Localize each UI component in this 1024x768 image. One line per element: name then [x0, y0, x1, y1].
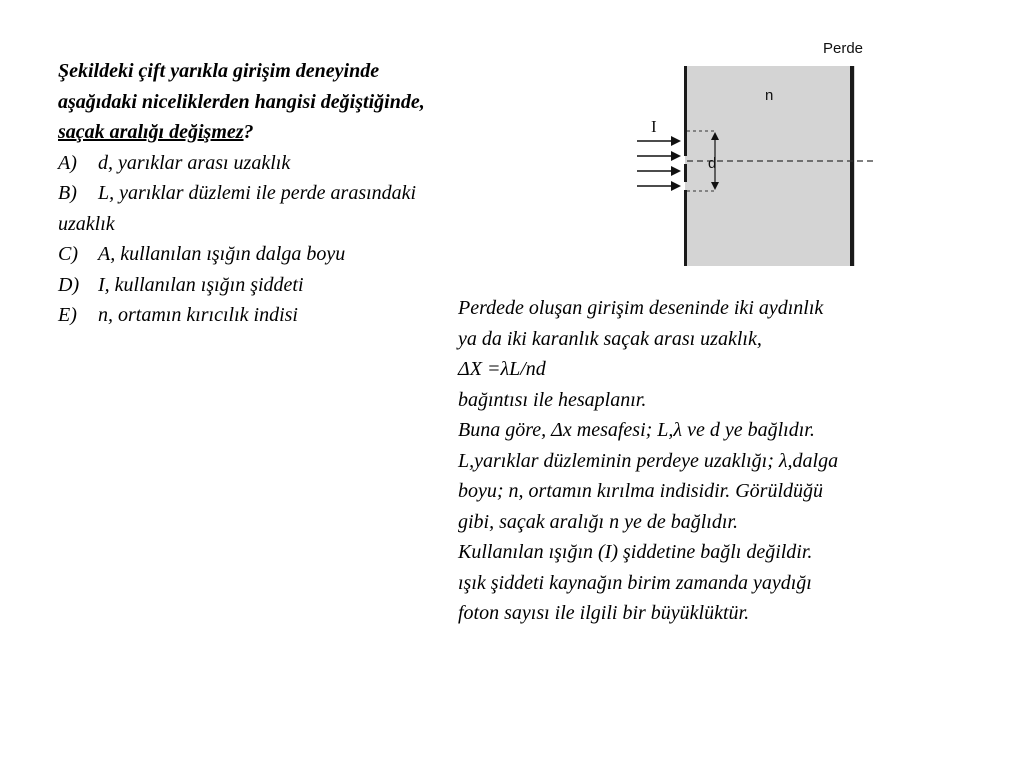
option-text: I, kullanılan ışığın şiddeti: [98, 273, 304, 296]
answer-line: Kullanılan ışığın (I) şiddetine bağlı değildir.: [458, 541, 813, 563]
barrier-bottom: [684, 190, 687, 266]
slit-separation-label: d: [708, 155, 717, 172]
answer-block: [458, 293, 978, 629]
option-text: d, yarıklar arası uzaklık: [98, 151, 291, 174]
light-arrow-1: [671, 136, 681, 146]
light-arrow-4: [671, 181, 681, 191]
medium-label: n: [765, 87, 774, 104]
option-c: [58, 239, 558, 270]
answer-line: foton sayısı ile ilgili bir büyüklüktür.: [458, 602, 750, 624]
double-slit-figure: [615, 30, 895, 275]
question-line-3: [58, 117, 558, 148]
question-underlined-phrase: saçak aralığı değişmez: [58, 121, 244, 143]
question-line-1: Şekildeki çift yarıkla girişim deneyinde: [58, 60, 380, 82]
question-line-2: aşağıdaki niceliklerden hangisi değiştiğinde,: [58, 90, 425, 113]
answer-line: boyu; n, ortamın kırılma indisidir. Görüldüğü: [458, 480, 824, 502]
light-intensity-label: I: [651, 117, 657, 136]
barrier-top: [684, 66, 687, 156]
option-key: E): [58, 304, 77, 326]
answer-line: ışık şiddeti kaynağın birim zamanda yaydığı: [458, 571, 812, 594]
answer-line: bağıntısı ile hesaplanır.: [458, 388, 647, 411]
light-arrow-3: [671, 166, 681, 176]
answer-line: ya da iki karanlık saçak arası uzaklık,: [458, 327, 762, 350]
option-b-continuation: [58, 209, 558, 240]
barrier-middle: [684, 164, 687, 182]
option-key: B): [58, 182, 77, 204]
option-text: L, yarıklar düzlemi ile perde arasındaki: [98, 182, 417, 204]
option-key: C): [58, 243, 78, 265]
answer-line: Perdede oluşan girişim deseninde iki aydınlık: [458, 297, 824, 319]
option-key: D): [58, 273, 80, 296]
light-arrow-2: [671, 151, 681, 161]
option-text: uzaklık: [58, 212, 115, 235]
answer-line: gibi, saçak aralığı n ye de bağlıdır.: [458, 510, 738, 533]
answer-line: Buna göre, Δx mesafesi; L,λ ve d ye bağlıdır.: [458, 419, 815, 441]
formula-line: ΔX =λL/nd: [458, 358, 546, 380]
option-b: [58, 178, 558, 209]
double-slit-diagram: [615, 30, 895, 275]
question-block: [58, 56, 558, 331]
option-a: [58, 148, 558, 179]
option-text: n, ortamın kırıcılık indisi: [98, 304, 298, 326]
screen-label: Perde: [823, 40, 864, 57]
option-key: A): [58, 151, 77, 174]
answer-line: L,yarıklar düzleminin perdeye uzaklığı; λ,dalga: [458, 449, 839, 472]
question-mark: ?: [243, 121, 254, 143]
option-text: A, kullanılan ışığın dalga boyu: [98, 243, 346, 265]
screen-line: [850, 66, 854, 266]
